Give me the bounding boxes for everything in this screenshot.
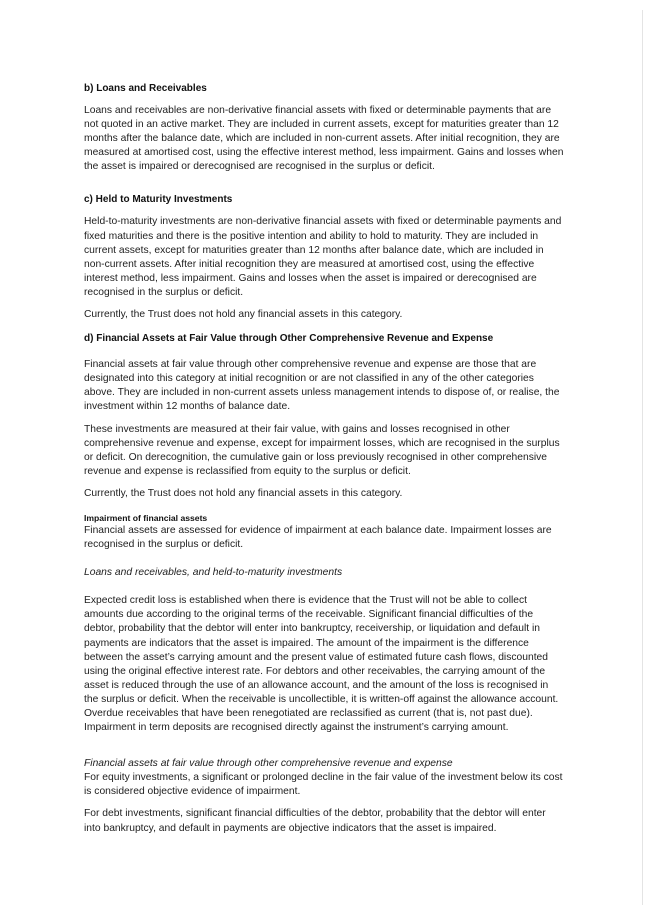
paragraph-held-to-maturity: Held-to-maturity investments are non-derivative financial assets with fixed or determinable payments and fixed maturities and there is the positive intention and ability to hold to maturity. They are included in current assets, except for maturities greater than 12 months after balance date, which are included in non-current assets. After initial recognition they are measured at amortised cost, using the effective interest method, less impairment. Gains and losses when the asset is impaired or derecognised are recognised in the surplus or deficit.: [84, 216, 562, 298]
paragraph-impairment-intro: Financial assets are assessed for evidence of impairment at each balance date. Impairment losses are recognised in the surplus or deficit.: [84, 524, 552, 551]
paragraph-fvocre-definition: Financial assets at fair value through other comprehensive revenue and expense are those that are designated into this category at initial recognition or are not classified in any of the other categories above. They are included in non-current assets unless management intends to dispose of, or realise, the investment within 12 months of balance date.: [84, 359, 560, 413]
document-body: [84, 82, 564, 836]
paragraph-expected-credit-loss: Expected credit loss is established when there is evidence that the Trust will not be able to collect amounts due according to the original terms of the receivable. Significant financial difficulties of the debtor, probability that the debtor will enter into bankruptcy, receivership, or liquidation and default in payments are indicators that the asset is impaired. The amount of the impairment is the difference between the asset’s carrying amount and the present value of estimated future cash flows, discounted using the original effective interest rate. For debtors and other receivables, the carrying amount of the asset is reduced through the use of an allowance account, and the amount of the loss is recognised in the surplus or deficit. When the receivable is uncollectible, it is written-off against the allowance account. Overdue receivables that have been renegotiated are reclassified as current (that is, not past due). Impairment in term deposits are recognised directly against the instrument’s carrying amount.: [84, 595, 559, 734]
heading-loans-and-receivables: b) Loans and Receivables: [84, 83, 207, 94]
heading-held-to-maturity: c) Held to Maturity Investments: [84, 194, 233, 206]
paragraph-equity-investments: For equity investments, a significant or prolonged decline in the fair value of the investment below its cost is considered objective evidence of impairment.: [84, 772, 563, 798]
paragraph-fvocre-measurement: These investments are measured at their fair value, with gains and losses recognised in other comprehensive revenue and expense, except for impairment losses, which are recognised in the surplus or deficit. On derecognition, the cumulative gain or loss previously recognised in other comprehensive revenue and expense is reclassified from equity to the surplus or deficit.: [84, 423, 560, 477]
paragraph-trust-no-assets-d: Currently, the Trust does not hold any financial assets in this category.: [84, 487, 403, 499]
subheading-loans-held-to-maturity: Loans and receivables, and held-to-maturity investments: [84, 567, 343, 579]
paragraph-loans-receivables: Loans and receivables are non-derivative financial assets with fixed or determinable payments that are not quoted in an active market. They are included in current assets, except for maturities greater than 12 months after the balance date, which are included in non-current assets. After initial recognition, they are measured at amortised cost, using the effective interest method, less impairment. Gains and losses when the asset is impaired or derecognised are recognised in the surplus or deficit.: [84, 105, 564, 173]
paragraph-debt-investments: For debt investments, significant financial difficulties of the debtor, probability that the debtor will enter into bankruptcy, and default in payments are objective indicators that the asset is impaired.: [84, 808, 546, 834]
heading-fair-value-ocre: d) Financial Assets at Fair Value through Other Comprehensive Revenue and Expense: [84, 333, 494, 345]
paragraph-trust-no-assets-c: Currently, the Trust does not hold any financial assets in this category.: [84, 309, 403, 321]
scan-edge-divider: [642, 10, 643, 905]
heading-impairment: Impairment of financial assets: [84, 512, 208, 523]
subheading-fvocre-impairment: Financial assets at fair value through other comprehensive revenue and expense: [84, 758, 453, 770]
